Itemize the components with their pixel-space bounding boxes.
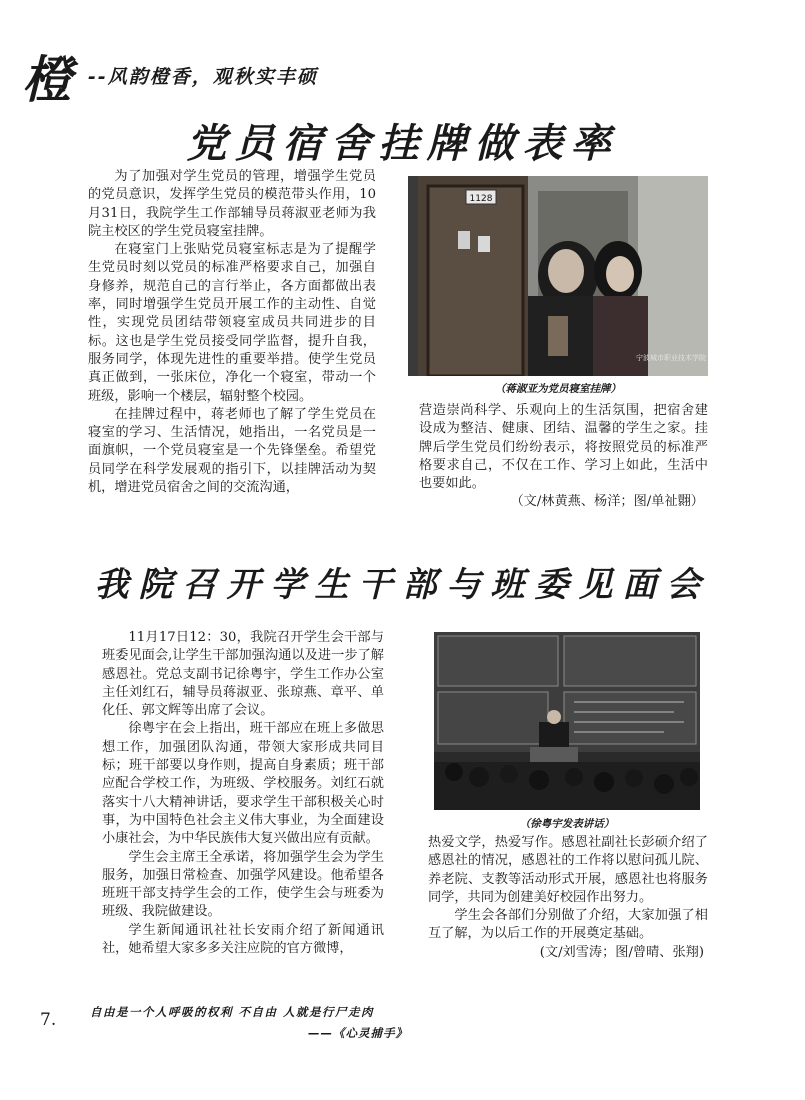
article2-paragraph: 徐粤宇在会上指出，班干部应在班上多做思想工作，加强团队沟通，带领大家形成共同目标；班干部要以身作则，提高自身素质；班干部应配合学校工作，为班级、学校服务。刘红石就落实十八大精神讲话，要求学生干部积极关心时事，为中国特色社会主义伟大事业，为全面建设小康社会，为中华民族伟大复兴做出应有贡献。 bbox=[102, 721, 384, 847]
article1-paragraph: 在寝室门上张贴党员寝室标志是为了提醒学生党员时刻以党员的标准严格要求自己，加强自身修养，规范自己的言行举止，各方面都做出表率，同时增强学生党员开展工作的主动性、自觉性，实现党员团结带领寝室成员共同进步的目标。这也是学生党员接受同学监督，提升自我，服务同学，体现先进性的重要举措。使学生党员真正做到，一张床位，净化一个寝室，带动一个班级，影响一个楼层，辐射整个校园。 bbox=[88, 242, 376, 404]
article1-photo-caption: （蒋淑亚为党员寝室挂牌） bbox=[495, 383, 621, 395]
dorm-door-photo-svg bbox=[408, 176, 708, 376]
article2-left-column bbox=[102, 629, 384, 958]
article1-paragraph: 为了加强对学生党员的管理，增强学生党员的党员意识，发挥学生党员的模范带头作用，10月31日，我院学生工作部辅导员蒋淑亚老师为我院主校区的学生党员寝室挂牌。 bbox=[88, 169, 376, 239]
article1-left-column bbox=[88, 168, 376, 497]
article1-signature: （文/林黄燕、杨洋；图/单祉翾） bbox=[510, 494, 704, 510]
article1-title: 党员宿舍挂牌做表率 bbox=[186, 121, 619, 167]
article2-paragraph: 学生会主席王全承诺，将加强学生会为学生服务，加强日常检查、加强学风建设。他希望各班班干部支持学生会的工作，使学生会与班委为班级、我院做建设。 bbox=[102, 849, 384, 920]
article2-photo-caption: （徐粤宇发表讲话） bbox=[519, 818, 615, 830]
article2-photo bbox=[434, 632, 700, 810]
footer-quote-source: ——《心灵捕手》 bbox=[308, 1026, 408, 1040]
article1-paragraph: 营造崇尚科学、乐观向上的生活氛围，把宿舍建设成为整洁、健康、团结、温馨的学生之家。挂牌后学生党员们纷纷表示，将按照党员的标准严格要求自己，不仅在工作、学习上如此，生活中也要如此。 bbox=[419, 403, 708, 492]
page-number: 7. bbox=[40, 1010, 57, 1030]
article2-paragraph: 热爱文学，热爱写作。感恩社副社长彭硕介绍了感恩社的情况，感恩社的工作将以慰问孤儿院、养老院、支教等活动形式开展，感恩社也将服务同学，共同为创建美好校园作出努力。 bbox=[428, 835, 708, 905]
article2-signature: (文/刘雪涛；图/曾晴、张翔) bbox=[539, 944, 704, 960]
article2-title: 我院召开学生干部与班委见面会 bbox=[94, 565, 711, 605]
section-subtitle: --风韵橙香，观秋实丰硕 bbox=[88, 66, 318, 88]
article2-paragraph: 学生新闻通讯社社长安雨介绍了新闻通讯社，她希望大家多多关注应院的官方微博， bbox=[102, 922, 384, 957]
article2-paragraph: 11月17日12：30，我院召开学生会干部与班委见面会,让学生干部加强沟通以及进一步了解感恩社。党总支副书记徐粤宇，学生工作办公室主任刘红石，辅导员蒋淑亚、张琼燕、章平、单化任、郭文辉等出席了会议。 bbox=[102, 630, 384, 719]
meeting-photo-svg bbox=[434, 632, 700, 810]
door-number-plate: 1128 bbox=[469, 194, 493, 204]
article1-photo bbox=[408, 176, 708, 376]
footer-quote: 自由是一个人呼吸的权利 不自由 人就是行尸走肉 bbox=[90, 1005, 375, 1019]
section-logo-char: 橙 bbox=[22, 50, 70, 109]
article1-right-column bbox=[419, 402, 708, 512]
article1-paragraph: 在挂牌过程中，蒋老师也了解了学生党员在寝室的学习、生活情况，她指出，一名党员是一面旗帜，一个党员寝室是一个先锋堡垒。希望党员同学在科学发展观的指引下，以挂牌活动为契机，增进党员宿舍之间的交流沟通， bbox=[88, 406, 376, 496]
photo-watermark: 宁波城市职业技术学院 bbox=[636, 354, 706, 362]
article2-right-column bbox=[428, 834, 708, 962]
article2-paragraph: 学生会各部们分别做了介绍，大家加强了相互了解，为以后工作的开展奠定基础。 bbox=[428, 908, 708, 942]
